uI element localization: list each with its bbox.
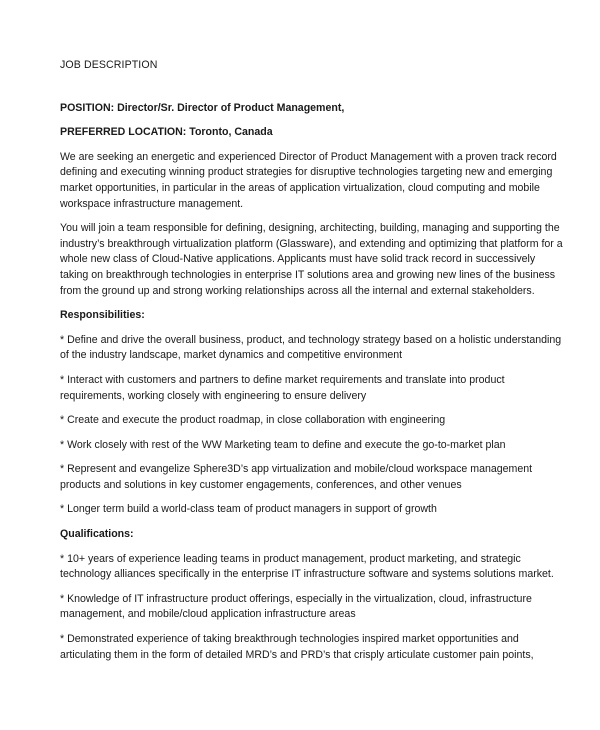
qualifications-list	[60, 552, 564, 664]
intro-paragraph: We are seeking an energetic and experienced Director of Product Management with a proven track record defining and executing winning product strategies for disruptive technologies targeting new and emerging market opportunities, in particular in the areas of application virtualization, cloud computing and mobile workspace infrastructure management.	[60, 150, 557, 210]
location-field: PREFERRED LOCATION: Toronto, Canada	[60, 126, 273, 139]
qualifications-heading: Qualifications:	[60, 528, 134, 541]
list-item: * Demonstrated experience of taking breakthrough technologies inspired market opportunities and articulating them in the form of detailed MRD’s and PRD’s that crisply articulate customer pain points,	[60, 633, 534, 661]
list-item: * 10+ years of experience leading teams in product management, product marketing, and strategic technology alliances specifically in the enterprise IT infrastructure software and systems solutions market.	[60, 552, 554, 581]
list-item: * Work closely with rest of the WW Marketing team to define and execute the go-to-market plan	[60, 438, 506, 451]
list-item: * Longer term build a world-class team of product managers in support of growth	[60, 503, 437, 516]
responsibilities-heading: Responsibilities:	[60, 309, 145, 322]
document-heading: JOB DESCRIPTION	[60, 59, 158, 71]
list-item: * Interact with customers and partners to define market requirements and translate into product requirements, working closely with engineering to ensure delivery	[60, 373, 505, 402]
position-field: POSITION: Director/Sr. Director of Product Management,	[60, 101, 345, 114]
list-item: * Define and drive the overall business, product, and technology strategy based on a holistic understanding of the industry landscape, market dynamics and competitive environment	[60, 333, 562, 362]
list-item: * Knowledge of IT infrastructure product offerings, especially in the virtualization, cloud, infrastructure management, and mobile/cloud application infrastructure areas	[60, 592, 532, 621]
responsibilities-list	[60, 333, 564, 518]
list-item: * Represent and evangelize Sphere3D’s app virtualization and mobile/cloud workspace management products and solutions in key customer engagements, conferences, and other venues	[60, 463, 533, 491]
team-paragraph: You will join a team responsible for defining, designing, architecting, building, managing and supporting the industry’s breakthrough virtualization platform (Glassware), and extending and optimizing that platform for a whole new class of Cloud-Native applications. Applicants must have solid track record in successively taking on breakthrough technologies in enterprise IT solutions area and growing new lines of the business from the ground up and strong working relationships across all the internal and external stakeholders.	[60, 222, 563, 297]
list-item: * Create and execute the product roadmap, in close collaboration with engineering	[60, 414, 446, 427]
